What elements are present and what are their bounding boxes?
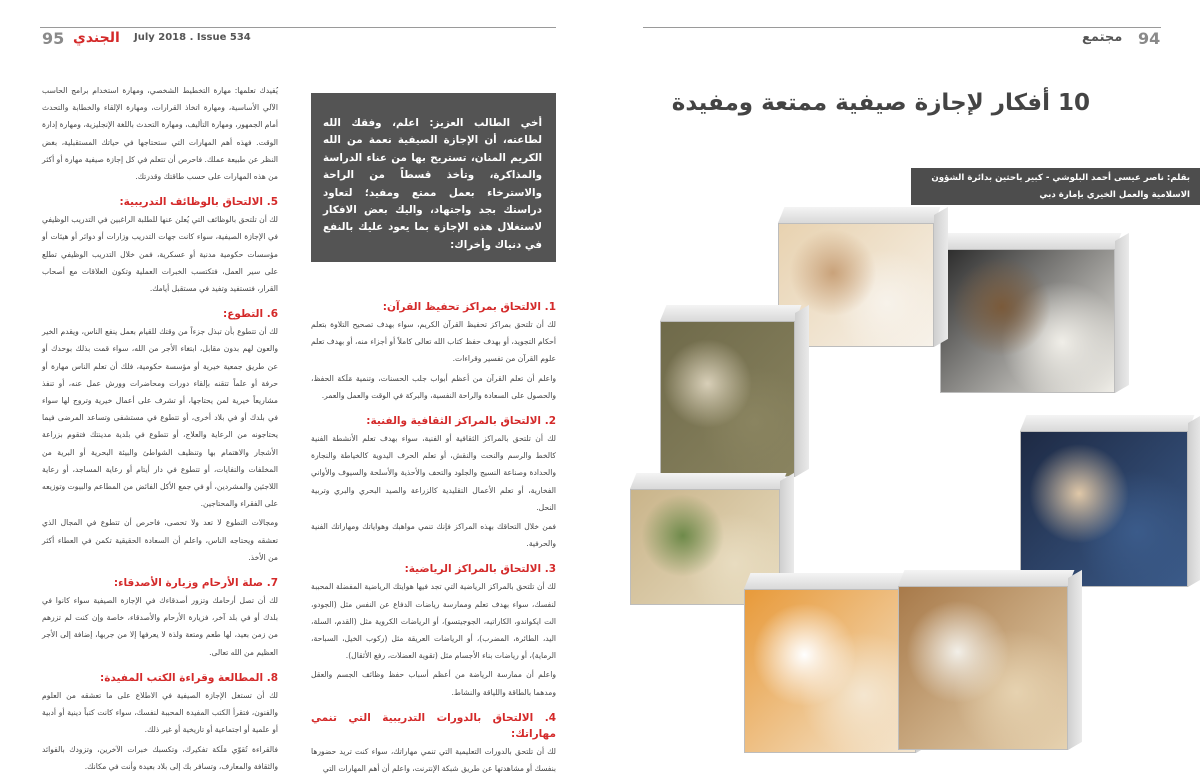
photo-drawing-class	[744, 589, 916, 753]
photo-quran-reading	[940, 249, 1115, 393]
paragraph: يُفيدك تعلمها: مهارة التخطيط الشخصي، ومهارة استخدام برامج الحاسب الآلي الأساسية، ومهارة اتخاذ القرارات، ومهارة الإلقاء والخطابة والتحدث أمام الجمهور، ومهارة التأليف، ومهارة التحدث باللغة الإنجليزية، ومهارة إدارة الوقت. فهذه أهم المهارات التي ستحتاجها في حياتك المستقبلية، بغض النظر عن طبيعة عملك. فاحرص أن تتعلم في كل إجازة صيفية مهارة أو أكثر من هذه المهارات على حسب طاقتك وقدرتك.	[42, 86, 278, 182]
paragraph: لك أن تلتحق بالدورات التعليمية التي تنمي مهاراتك، سواء كنت تريد حضورها بنفسك أو مشاهدتها عن طريق شبكة الإنترنت، واعلم أن أهم المهارات التي	[311, 746, 556, 774]
paragraph: واعلم أن ممارسة الرياضة من أعظم أسباب حفظ وظائف الجسم والعقل ومدهما بالطاقة واللياقة والنشاط.	[311, 670, 556, 697]
paragraph: فمن خلال التحاقك بهذه المراكز فإنك تنمي مواهبك وهواياتك ومهاراتك الفنية والحرفية.	[311, 522, 556, 549]
section-name: مجتمع	[1082, 30, 1123, 45]
article-column-left	[42, 82, 278, 775]
right-page-number: 94	[1138, 29, 1161, 48]
right-header-rule	[643, 27, 1161, 28]
paragraph: لك أن تصل أرحامك وتزور أصدقاءك في الإجازة الصيفية سواء كانوا في بلدك أو في بلد آخر، فزيارة الأرحام والأصدقاء، خاصة وإن كنت لم تزرهم من زمن بعيد، لها طعم ومتعة ولذة لا يعرفها إلا من جربها، إضافة إلى الأجر العظيم من الله تعالى.	[42, 596, 278, 657]
photo-cube	[744, 573, 916, 753]
issue-info: July 2018 . Issue 534	[134, 32, 251, 43]
article-intro-box: أخي الطالب العزيز: اعلم، وفقك الله لطاعته، أن الإجازة الصيفية نعمة من الله الكريم المنان، تستريح بها من عناء الدراسة والمذاكرة، وتأخذ قسطاً من الراحة والاسترخاء بعمل ممتع ومفيد؛ لتعاود دراستك بجد واجتهاد، واليك بعض الافكار لاستغلال هذه الإجازة بما يعود عليك بالنفع في دنياك وأخراك:	[311, 93, 556, 262]
magazine-masthead-logo: الجندي	[73, 30, 120, 46]
article-column-right	[311, 290, 556, 775]
paragraph: لك أن تستغل الإجازة الصيفية في الاطلاع على ما تعشقه من العلوم والفنون، فتقرأ الكتب المفيدة المحببة لنفسك، سواء كانت كتباً دينية أو أدبية أو علمية أو اجتماعية أو تاريخية أو غير ذلك.	[42, 690, 278, 735]
photo-collage	[628, 205, 1200, 765]
photo-cube	[898, 570, 1068, 750]
author-byline: بقلم: ناصر عيسى أحمد البلوشي - كبير باحثين بدائرة الشؤون الاسلامية والعمل الخيري بإمارة دبي	[911, 168, 1200, 205]
section-heading-5: 5. الالتحاق بالوظائف التدريبية:	[119, 196, 278, 209]
photo-cube	[940, 233, 1115, 393]
paragraph: لك أن تلتحق بالمراكز الرياضية التي تجد فيها هوايتك الرياضية المفضلة المحببة لنفسك، سواء بهدف تعلم وممارسة رياضات الدفاع عن النفس مثل (الجودو، الت ايكواندو، الكاراتيه، الجوجيتسو)، أو الرياضات الكروية مثل (القدم، السلة، اليد، الطائرة، المضرب)، أو الرياضات العريقة مثل (ركوب الخيل، السباحة، الرماية)، أو رياضات بناء الأجسام مثل (تقوية العضلات، رفع الأثقال).	[311, 582, 556, 661]
photo-computer-class	[1020, 431, 1188, 587]
paragraph: لك أن تتطوع بأن تبذل جزءاً من وقتك للقيام بعمل ينفع الناس، ويقدم الخير والعون لهم بدون مقابل، ابتغاء الأجر من الله، سواء قمت بذلك بوحدك أو عن طريق جمعية خيرية أو مؤسسة حكومية، فلك أن تعلم الناس مهارة أو حرفة أو علماً تتقنه بإلقاء دورات ومحاضرات وورش عمل عنه، أو تنفذ مشاريعاً خيرية لمن يحتاجها، أو تشرف على أعمال خيرية وتروج لها سواء في بلدك أو في بلاد أخرى، أو تتطوع في مستشفى وتساعد المرضى فيما يحتاجونه من الرعاية والعلاج، أو تتطوع في بلدية مدينتك فتقوم بزراعة الأشجار والاهتمام بها وتنظيف الشواطئ والبيئة البحرية أو البرية من المخلفات والنفايات، أو تتطوع في دار أيتام أو رعاية المساجد، أو رعاية اللاجئين والمشردين، أو في جمع الأكل الفائض من المطاعم والبيوت وتوزيعه على الفقراء والمحتاجين.	[42, 327, 278, 509]
section-heading-8: 8. المطالعة وقراءة الكتب المفيدة:	[100, 671, 278, 684]
section-heading-4: 4. الالتحاق بالدورات التدريبية التي تنمي مهاراتك:	[311, 711, 556, 740]
paragraph: لك أن تلتحق بالمراكز الثقافية أو الفنية، سواء بهدف تعلم الأنشطة الفنية كالخط والرسم والنحت والنقش، أو تعلم الحرف اليدوية كالخياطة والنجارة والحدادة وصناعة النسيج والجلود والتحف والأحذية والأسلحة والسيوف والأواني الفخارية، أو تعلم الأعمال التقليدية كالزراعة والصيد البحري والبري وتربية النحل.	[311, 434, 556, 512]
section-heading-7: 7. صلة الأرحام وزيارة الأصدقاء:	[113, 577, 278, 590]
paragraph: فالقراءة تُقوّي مَلَكة تفكيرك، وتكسبك خبرات الآخرين، وتزودك بالفوائد والثقافة والمعارف، وتسافر بك إلى بلاد بعيدة وأنت في مكانك.	[42, 744, 278, 771]
paragraph: واعلم أن تعلم القرآن من أعظم أبواب جلب الحسنات، وتنمية مَلَكة الحفظ، والحصول على السعادة والراحة النفسية، والبركة في الوقت والعمل والعمر.	[311, 373, 556, 400]
section-heading-2: 2. الالتحاق بالمراكز الثقافية والفنية:	[366, 415, 556, 428]
left-page-number: 95	[42, 29, 65, 48]
paragraph: ومجالات التطوع لا تعد ولا تحصى، فاحرص أن تتطوع في المجال الذي تعشقه ويحتاجه الناس، واعلم أن السعادة الحقيقية تكمن في العطاء أكثر من الأخذ.	[42, 518, 278, 562]
photo-cube	[660, 305, 795, 477]
section-heading-6: 6. التطوع:	[223, 308, 278, 321]
photo-visit-majlis	[898, 586, 1068, 750]
section-heading-3: 3. الالتحاق بالمراكز الرياضية:	[404, 563, 556, 576]
article-title: 10 أفكار لإجازة صيفية ممتعة ومفيدة	[671, 90, 1090, 116]
left-header-rule	[40, 27, 556, 28]
paragraph: لك أن تلتحق بالوظائف التي يُعلن عنها للطلبة الراغبين في التدريب الوظيفي في الإجازة الصيفية، سواء كانت جهات التدريب وزارات أو دوائر أو هيئات أو مؤسسات حكومية مدنية أو عسكرية، فمن خلال التدريب الوظيفي تطلع على سير العمل، فتكتسب الخبرات العملية وتكون العلاقات مع أصحاب القرار، فتستفيد وتفيد في مستقبل أيامك.	[42, 215, 278, 294]
photo-cube	[1020, 415, 1188, 587]
photo-scouts	[660, 321, 795, 477]
paragraph: لك أن تلتحق بمراكز تحفيظ القرآن الكريم، سواء بهدف تصحيح التلاوة بتعلم أحكام التجويد، أو بهدف حفظ كتاب الله تعالى كاملاً أو أجزاء منه، أو بهدف تعلم علوم القرآن من تفسير وقراءات.	[311, 320, 556, 364]
section-heading-1: 1. الالتحاق بمراكز تحفيظ القرآن:	[382, 301, 556, 313]
